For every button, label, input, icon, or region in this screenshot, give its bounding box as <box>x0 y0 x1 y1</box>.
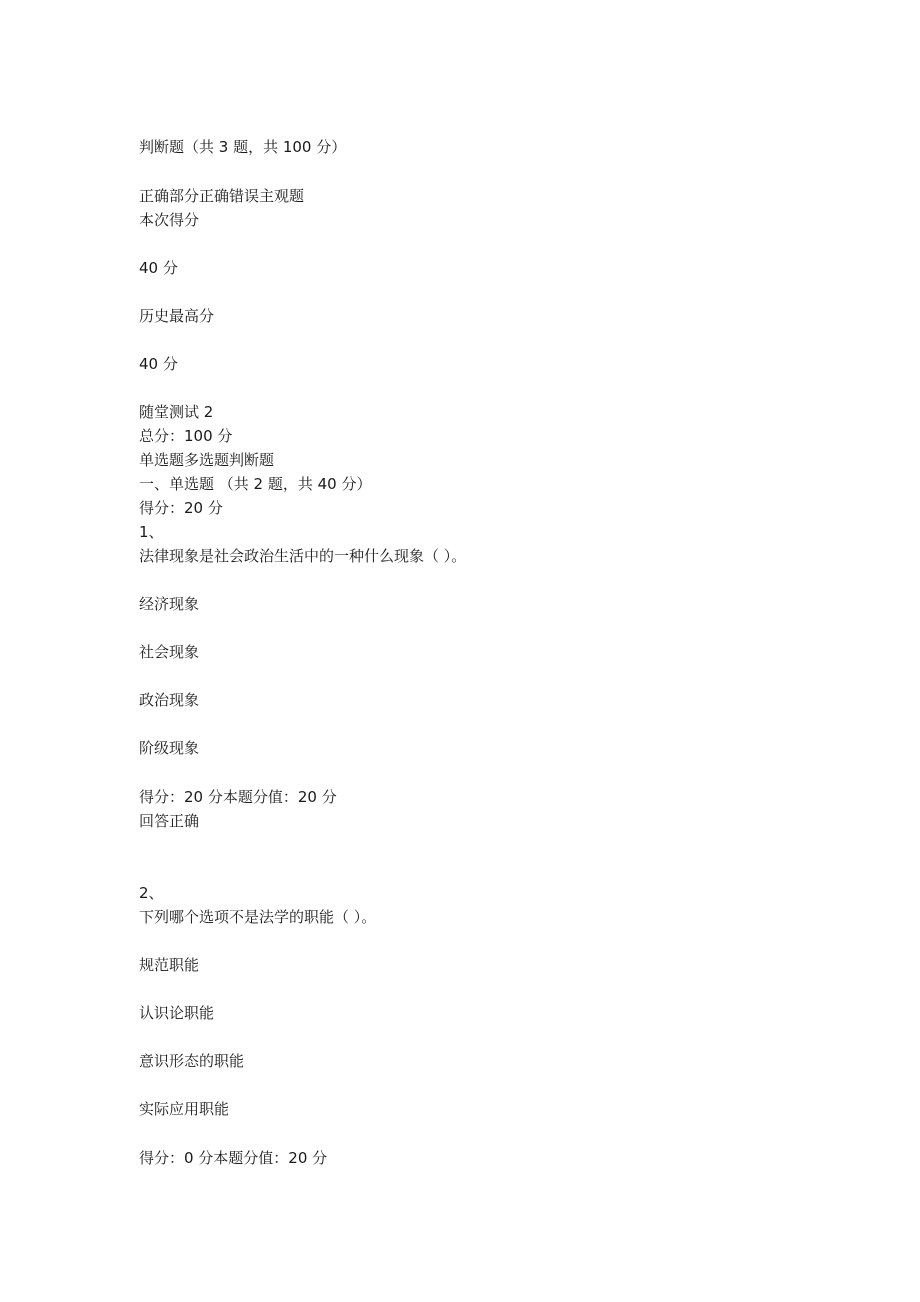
best-score-label: 历史最高分 <box>139 307 215 325</box>
total-score: 总分：100 分 <box>139 427 233 445</box>
question-2-stem: 下列哪个选项不是法学的职能（ ）。 <box>139 908 377 926</box>
question-2-option-1[interactable]: 规范职能 <box>139 956 200 974</box>
question-1-score-line: 得分：20 分本题分值：20 分 <box>139 788 337 806</box>
section-score: 得分：20 分 <box>139 499 223 517</box>
question-1-option-4[interactable]: 阶级现象 <box>139 739 200 757</box>
section-header: 一、单选题 （共 2 题，共 40 分） <box>139 475 372 493</box>
current-score-value: 40 分 <box>139 259 178 277</box>
best-score-value: 40 分 <box>139 355 178 373</box>
current-score-label: 本次得分 <box>139 211 200 229</box>
filter-tabs[interactable]: 正确部分正确错误主观题 <box>139 187 305 205</box>
question-1-result: 回答正确 <box>139 812 200 830</box>
question-type-tabs[interactable]: 单选题多选题判断题 <box>139 451 275 469</box>
question-2-option-4[interactable]: 实际应用职能 <box>139 1100 230 1118</box>
question-2-option-3[interactable]: 意识形态的职能 <box>139 1052 245 1070</box>
question-1-stem: 法律现象是社会政治生活中的一种什么现象（ ）。 <box>139 547 467 565</box>
question-1-number: 1、 <box>139 523 164 541</box>
question-2-option-2[interactable]: 认识论职能 <box>139 1004 215 1022</box>
question-2-number: 2、 <box>139 884 164 902</box>
question-2-score-line: 得分：0 分本题分值：20 分 <box>139 1149 328 1167</box>
question-1-option-2[interactable]: 社会现象 <box>139 643 200 661</box>
question-1-option-1[interactable]: 经济现象 <box>139 595 200 613</box>
test-title: 随堂测试 2 <box>139 403 214 421</box>
judge-section-header: 判断题（共 3 题，共 100 分） <box>139 138 347 156</box>
question-1-option-3[interactable]: 政治现象 <box>139 691 200 709</box>
